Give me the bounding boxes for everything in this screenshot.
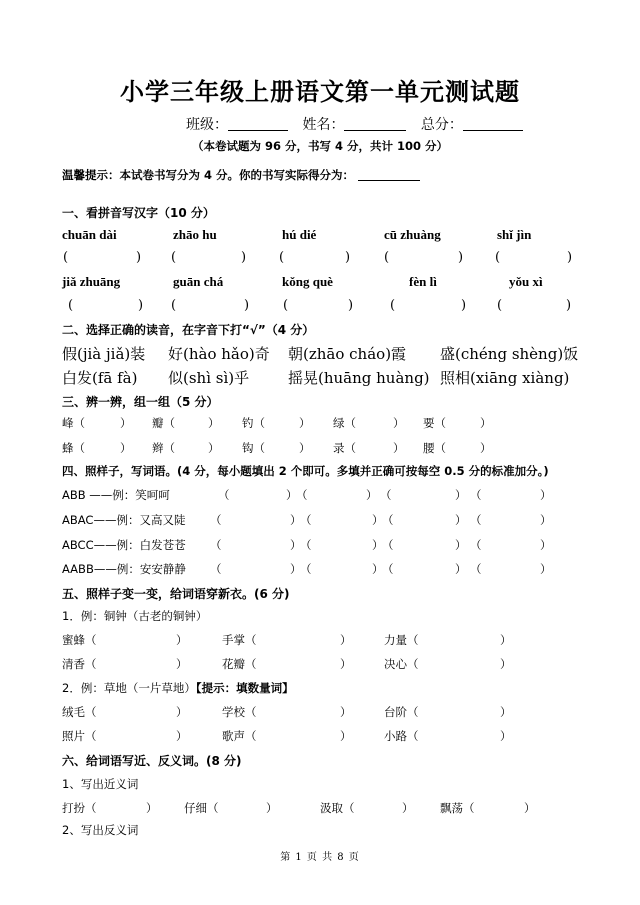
answer-paren-open[interactable]: ( bbox=[497, 298, 503, 313]
answer-paren-open[interactable]: ( bbox=[171, 250, 177, 265]
example-2-text: 2．例：草地（一片草地） bbox=[62, 681, 196, 695]
answer-paren-close[interactable]: ） bbox=[176, 633, 188, 647]
pinyin-item: jiǎ zhuāng bbox=[62, 274, 121, 289]
answer-paren-open[interactable]: （ bbox=[470, 513, 482, 527]
synonym-item[interactable]: 汲取（ bbox=[320, 801, 355, 815]
synonym-item[interactable]: 飘荡（ bbox=[440, 801, 475, 815]
answer-paren-open[interactable]: （ bbox=[210, 562, 222, 576]
pronunciation-choice[interactable]: 白发(fā fà) bbox=[62, 369, 138, 387]
answer-paren-open[interactable]: （ bbox=[382, 562, 394, 576]
phrase-item[interactable]: 清香（ bbox=[62, 657, 97, 671]
answer-paren-close[interactable]: ） bbox=[500, 705, 512, 719]
phrase-item[interactable]: 手掌（ bbox=[222, 633, 257, 647]
answer-paren-close[interactable]: ） bbox=[455, 488, 467, 502]
answer-paren-close[interactable]: ) bbox=[345, 250, 351, 265]
answer-paren-close[interactable]: ） bbox=[455, 513, 467, 527]
pronunciation-choice[interactable]: 照相(xiāng xiàng) bbox=[440, 369, 570, 387]
answer-paren-close[interactable]: ） bbox=[480, 416, 492, 430]
phrase-item[interactable]: 歌声（ bbox=[222, 729, 257, 743]
answer-paren-close[interactable]: ） bbox=[290, 562, 302, 576]
phrase-item[interactable]: 小路（ bbox=[384, 729, 419, 743]
pronunciation-choice[interactable]: 好(hào hǎo)奇 bbox=[168, 345, 270, 363]
answer-paren-open[interactable]: （ bbox=[296, 488, 308, 502]
synonym-item[interactable]: 打扮（ bbox=[62, 801, 97, 815]
answer-paren-open[interactable]: （ bbox=[300, 513, 312, 527]
answer-paren-open[interactable]: ( bbox=[279, 250, 285, 265]
answer-paren-close[interactable]: ） bbox=[480, 441, 492, 455]
answer-paren-close[interactable]: ） bbox=[540, 562, 552, 576]
answer-paren-close[interactable]: ） bbox=[524, 801, 536, 815]
example-2-hint: 【提示：填数量词】 bbox=[195, 681, 294, 695]
pinyin-item: yǒu xì bbox=[509, 274, 543, 289]
exam-title: 小学三年级上册语文第一单元测试题 bbox=[120, 78, 520, 106]
answer-paren-close[interactable]: ) bbox=[138, 298, 144, 313]
answer-paren-close[interactable]: ） bbox=[120, 441, 132, 455]
score-blank[interactable] bbox=[463, 116, 523, 131]
answer-paren-close[interactable]: ） bbox=[208, 416, 220, 430]
answer-paren-open[interactable]: （ bbox=[300, 538, 312, 552]
synonym-subtitle: 1、写出近义词 bbox=[62, 777, 139, 791]
phrase-item[interactable]: 花瓣（ bbox=[222, 657, 257, 671]
answer-paren-open[interactable]: ( bbox=[384, 250, 390, 265]
answer-paren-open[interactable]: ( bbox=[171, 298, 177, 313]
answer-paren-open[interactable]: （ bbox=[380, 488, 392, 502]
section-1-title: 一、看拼音写汉字（10 分） bbox=[62, 206, 215, 220]
answer-paren-close[interactable]: ） bbox=[299, 416, 311, 430]
answer-paren-close[interactable]: ） bbox=[540, 488, 552, 502]
answer-paren-close[interactable]: ) bbox=[244, 298, 250, 313]
word-group-item[interactable]: 腰（ bbox=[423, 441, 446, 455]
section-4-title: 四、照样子，写词语。(4 分，每小题填出 2 个即可。多填并正确可按每空 0.5 分的标准加分。) bbox=[62, 464, 549, 478]
answer-paren-close[interactable]: ） bbox=[340, 705, 352, 719]
answer-paren-close[interactable]: ） bbox=[366, 488, 378, 502]
answer-paren-open[interactable]: （ bbox=[218, 488, 230, 502]
score-label: 总分： bbox=[420, 117, 463, 133]
answer-paren-close[interactable]: ） bbox=[286, 488, 298, 502]
score-note: （本卷试题为 96 分，书写 4 分，共计 100 分） bbox=[191, 139, 449, 153]
word-group-item[interactable]: 要（ bbox=[423, 416, 446, 430]
word-group-item[interactable]: 峰（ bbox=[62, 416, 85, 430]
pronunciation-choice[interactable]: 盛(chéng shèng)饭 bbox=[440, 345, 579, 363]
answer-paren-close[interactable]: ） bbox=[500, 633, 512, 647]
phrase-item[interactable]: 蜜蜂（ bbox=[62, 633, 97, 647]
answer-paren-open[interactable]: （ bbox=[470, 562, 482, 576]
word-group-item[interactable]: 辫（ bbox=[152, 441, 175, 455]
synonym-item[interactable]: 仔细（ bbox=[184, 801, 219, 815]
answer-paren-close[interactable]: ） bbox=[540, 538, 552, 552]
answer-paren-close[interactable]: ) bbox=[461, 298, 467, 313]
word-group-item[interactable]: 钓（ bbox=[242, 416, 265, 430]
pinyin-item: shǐ jìn bbox=[497, 227, 532, 242]
word-group-item[interactable]: 录（ bbox=[333, 441, 356, 455]
phrase-item[interactable]: 绒毛（ bbox=[62, 705, 97, 719]
answer-paren-open[interactable]: （ bbox=[210, 538, 222, 552]
answer-paren-close[interactable]: ） bbox=[372, 538, 384, 552]
name-blank[interactable] bbox=[344, 116, 406, 131]
pattern-example: AABB——例：安安静静 bbox=[62, 562, 186, 576]
pronunciation-choice[interactable]: 假(jià jiǎ)装 bbox=[62, 345, 146, 363]
answer-paren-open[interactable]: ( bbox=[68, 298, 74, 313]
phrase-item[interactable]: 台阶（ bbox=[384, 705, 419, 719]
section-3-title: 三、辨一辨，组一组（5 分） bbox=[62, 395, 219, 409]
answer-paren-close[interactable]: ） bbox=[500, 729, 512, 743]
antonym-subtitle: 2、写出反义词 bbox=[62, 823, 139, 837]
answer-paren-close[interactable]: ) bbox=[241, 250, 247, 265]
phrase-item[interactable]: 决心（ bbox=[384, 657, 419, 671]
answer-paren-close[interactable]: ) bbox=[348, 298, 354, 313]
word-group-item[interactable]: 绿（ bbox=[333, 416, 356, 430]
class-label: 班级： bbox=[186, 117, 228, 133]
handwriting-score-blank[interactable] bbox=[358, 168, 420, 181]
answer-paren-open[interactable]: ( bbox=[390, 298, 396, 313]
phrase-item[interactable]: 力量（ bbox=[384, 633, 419, 647]
answer-paren-close[interactable]: ） bbox=[176, 729, 188, 743]
pinyin-item: chuān dài bbox=[62, 227, 117, 242]
section-5-title: 五、照样子变一变，给词语穿新衣。(6 分) bbox=[62, 587, 290, 601]
answer-paren-close[interactable]: ） bbox=[266, 801, 278, 815]
answer-paren-close[interactable]: ） bbox=[208, 441, 220, 455]
answer-paren-open[interactable]: （ bbox=[300, 562, 312, 576]
answer-paren-close[interactable]: ） bbox=[176, 705, 188, 719]
answer-paren-open[interactable]: ( bbox=[495, 250, 501, 265]
answer-paren-close[interactable]: ） bbox=[176, 657, 188, 671]
example-2 bbox=[62, 680, 294, 696]
answer-paren-close[interactable]: ） bbox=[455, 538, 467, 552]
pattern-example: ABCC——例：白发苍苍 bbox=[62, 538, 186, 552]
answer-paren-close[interactable]: ） bbox=[146, 801, 158, 815]
answer-paren-open[interactable]: （ bbox=[470, 538, 482, 552]
section-6-title: 六、给词语写近、反义词。(8 分) bbox=[62, 754, 242, 768]
pronunciation-choice[interactable]: 朝(zhāo cháo)霞 bbox=[288, 345, 407, 363]
pinyin-item: zhāo hu bbox=[173, 227, 217, 242]
answer-paren-close[interactable]: ） bbox=[402, 801, 414, 815]
answer-paren-close[interactable]: ) bbox=[458, 250, 464, 265]
phrase-item[interactable]: 照片（ bbox=[62, 729, 97, 743]
answer-paren-close[interactable]: ） bbox=[340, 729, 352, 743]
answer-paren-close[interactable]: ） bbox=[290, 538, 302, 552]
phrase-item[interactable]: 学校（ bbox=[222, 705, 257, 719]
answer-paren-close[interactable]: ） bbox=[299, 441, 311, 455]
pinyin-item: cū zhuàng bbox=[384, 227, 441, 242]
class-blank[interactable] bbox=[228, 116, 288, 131]
answer-paren-close[interactable]: ） bbox=[372, 513, 384, 527]
answer-paren-close[interactable]: ) bbox=[567, 250, 573, 265]
answer-paren-close[interactable]: ） bbox=[372, 562, 384, 576]
example-1: 1．例：铜钟（古老的铜钟） bbox=[62, 609, 208, 623]
pinyin-item: fèn lì bbox=[409, 274, 437, 289]
answer-paren-open[interactable]: （ bbox=[210, 513, 222, 527]
word-group-item[interactable]: 钩（ bbox=[242, 441, 265, 455]
answer-paren-close[interactable]: ） bbox=[393, 441, 405, 455]
answer-paren-close[interactable]: ） bbox=[393, 416, 405, 430]
answer-paren-open[interactable]: ( bbox=[63, 250, 69, 265]
answer-paren-open[interactable]: ( bbox=[283, 298, 289, 313]
word-group-item[interactable]: 瓣（ bbox=[152, 416, 175, 430]
answer-paren-close[interactable]: ） bbox=[340, 633, 352, 647]
name-label: 姓名： bbox=[302, 117, 345, 133]
answer-paren-close[interactable]: ） bbox=[290, 513, 302, 527]
student-info bbox=[186, 114, 523, 134]
pronunciation-choice[interactable]: 似(shì sì)乎 bbox=[168, 369, 250, 387]
pronunciation-choice[interactable]: 摇晃(huāng huàng) bbox=[288, 369, 430, 387]
pattern-example: ABB ——例：笑呵呵 bbox=[62, 488, 170, 502]
answer-paren-close[interactable]: ) bbox=[136, 250, 142, 265]
section-2-title: 二、选择正确的读音，在字音下打“√”（4 分） bbox=[62, 323, 315, 337]
tip-text: 温馨提示：本试卷书写分为 4 分。你的书写实际得分为： bbox=[62, 168, 355, 182]
pinyin-item: guān chá bbox=[173, 274, 224, 289]
word-group-item[interactable]: 蜂（ bbox=[62, 441, 85, 455]
answer-paren-open[interactable]: （ bbox=[382, 513, 394, 527]
answer-paren-close[interactable]: ） bbox=[340, 657, 352, 671]
answer-paren-close[interactable]: ) bbox=[566, 298, 572, 313]
pinyin-item: kǒng què bbox=[282, 274, 333, 289]
pinyin-item: hú dié bbox=[282, 227, 317, 242]
answer-paren-open[interactable]: （ bbox=[382, 538, 394, 552]
answer-paren-close[interactable]: ） bbox=[500, 657, 512, 671]
answer-paren-close[interactable]: ） bbox=[120, 416, 132, 430]
answer-paren-close[interactable]: ） bbox=[455, 562, 467, 576]
answer-paren-close[interactable]: ） bbox=[540, 513, 552, 527]
pattern-example: ABAC——例：又高又陡 bbox=[62, 513, 186, 527]
page-footer: 第 1 页 共 8 页 bbox=[280, 852, 360, 863]
answer-paren-open[interactable]: （ bbox=[470, 488, 482, 502]
handwriting-tip bbox=[62, 167, 420, 183]
